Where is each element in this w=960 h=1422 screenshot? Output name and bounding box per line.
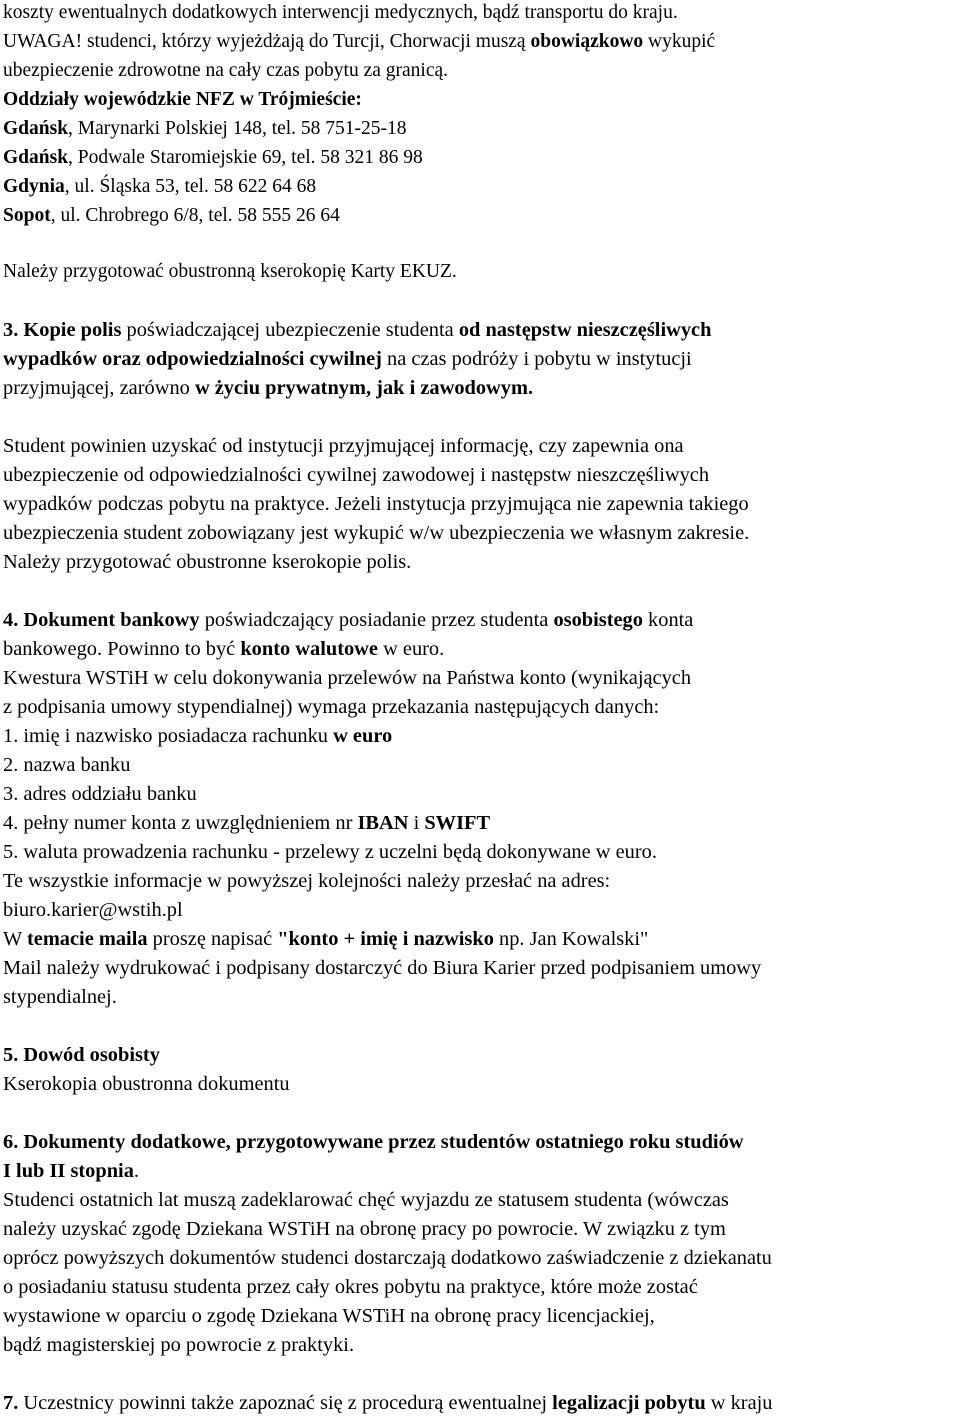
section5-text: Kserokopia obustronna dokumentu [3, 1073, 290, 1095]
section4-text-6a: W [3, 928, 27, 950]
section3-para-line-1: Student powinien uzyskać od instytucji przyjmującej informację, czy zapewnia ona [3, 435, 684, 457]
section3-para-line-4: ubezpieczenia student zobowiązany jest wykupić w/w ubezpieczenia we własnym zakresie. [3, 522, 750, 544]
section4-line-5: Te wszystkie informacje w powyższej kolejności należy przesłać na adres: [3, 870, 611, 892]
section4-text-2c: w euro. [377, 638, 445, 660]
intro-text-1: koszty ewentualnych dodatkowych interwencji medycznych, bądź transportu do kraju. [3, 2, 678, 23]
section3-para-line-5: Należy przygotować obustronne kserokopie polis. [3, 551, 412, 573]
section3-text-2a-bold: wypadków oraz odpowiedzialności cywilnej [3, 348, 382, 370]
nfz-heading: Oddziały wojewódzkie NFZ w Trójmieście: [3, 89, 362, 110]
section7-text-1c-bold: legalizacji pobytu [552, 1392, 706, 1414]
section4-line-1 [3, 610, 693, 630]
section5-heading: 5. Dowód osobisty [3, 1044, 160, 1066]
section4-item-4-and: i [408, 812, 425, 834]
section3-line-2 [3, 349, 692, 369]
section4-item-3: 3. adres oddziału banku [3, 783, 197, 805]
section3-text-1b: poświadczającej ubezpieczenie studenta [121, 319, 459, 341]
section4-text-6b-bold: temacie maila [26, 928, 148, 950]
section4-line-3: Kwestura WSTiH w celu dokonywania przelewów na Państwa konto (wynikających [3, 667, 692, 689]
nfz-office-2-details: , Podwale Staromiejskie 69, tel. 58 321 86 98 [68, 147, 423, 168]
section4-text-1c-bold: osobistego [553, 609, 643, 631]
section6-heading-2-period: . [133, 1160, 140, 1182]
nfz-office-1 [3, 119, 407, 139]
section6-heading-2-bold: I lub II stopnia [3, 1160, 134, 1182]
section7-line-1 [3, 1393, 773, 1413]
section4-text-6c: proszę napisać [147, 928, 278, 950]
section4-text-2b-bold: konto walutowe [240, 638, 378, 660]
section4-item-2: 2. nazwa banku [3, 754, 131, 776]
nfz-office-3 [3, 177, 316, 197]
intro-text-3: ubezpieczenie zdrowotne na cały czas pobytu za granicą. [3, 60, 449, 81]
section6-heading-line-2 [3, 1161, 139, 1181]
section3-text-3a: przyjmującej, zarówno [3, 377, 195, 399]
section7-number: 7. [3, 1392, 19, 1414]
section4-text-6d-bold: "konto + imię i nazwisko [277, 928, 494, 950]
section6-text-line-2: należy uzyskać zgodę Dziekana WSTiH na obronę pracy po powrocie. W związku z tym [3, 1218, 726, 1240]
section4-item-4-text: 4. pełny numer konta z uwzględnieniem nr [3, 812, 358, 834]
nfz-office-4-city: Sopot [3, 205, 51, 226]
section6-text-line-4: o posiadaniu statusu studenta przez cały okres pobytu na praktyce, które może zostać [3, 1276, 698, 1298]
section4-text-2a: bankowego. Powinno to być [3, 638, 241, 660]
section6-text-line-6: bądź magisterskiej po powrocie z praktyki. [3, 1334, 355, 1356]
section4-line-6 [3, 929, 648, 949]
section3-para-line-2: ubezpieczenie od odpowiedzialności cywilnej zawodowej i następstw nieszczęśliwych [3, 464, 710, 486]
section4-item-4-swift: SWIFT [424, 812, 491, 834]
section7-text-1d: w kraju [705, 1392, 773, 1414]
section4-text-1d: konta [642, 609, 694, 631]
section4-text-1b: poświadczający posiadanie przez studenta [199, 609, 554, 631]
section6-text-line-5: wystawione w oparciu o zgodę Dziekana WSTiH na obronę pracy licencjackiej, [3, 1305, 655, 1327]
nfz-office-4 [3, 206, 340, 226]
section4-item-4 [3, 813, 490, 833]
section3-line-3 [3, 378, 533, 398]
nfz-office-4-details: , ul. Chrobrego 6/8, tel. 58 555 26 64 [50, 205, 340, 226]
section4-line-2 [3, 639, 444, 659]
nfz-office-1-city: Gdańsk [3, 118, 69, 139]
section4-heading: 4. Dokument bankowy [3, 609, 200, 631]
section4-item-1-bold: w euro [333, 725, 393, 747]
section4-line-8: stypendialnej. [3, 986, 117, 1008]
contact-email-link[interactable]: biuro.karier@wstih.pl [3, 899, 183, 921]
section4-item-1 [3, 726, 392, 746]
section4-text-6e: np. Jan Kowalski" [493, 928, 649, 950]
intro-text-2c: wykupić [643, 31, 716, 52]
section3-text-1c-bold: od następstw nieszczęśliwych [458, 319, 712, 341]
section4-line-4: z podpisania umowy stypendialnej) wymaga przekazania następujących danych: [3, 696, 660, 718]
section6-text-line-3: oprócz powyższych dokumentów studenci dostarczają dodatkowo zaświadczenie z dziekanatu [3, 1247, 772, 1269]
section3-text-2b: na czas podróży i pobytu w instytucji [381, 348, 692, 370]
nfz-office-3-city: Gdynia [3, 176, 65, 197]
section3-heading: 3. Kopie polis [3, 319, 122, 341]
intro-text-2a: UWAGA! studenci, którzy wyjeżdżają do Turcji, Chorwacji muszą [3, 31, 531, 52]
section3-line-1 [3, 320, 711, 340]
section4-item-1-text: 1. imię i nazwisko posiadacza rachunku [3, 725, 334, 747]
section4-item-4-iban: IBAN [357, 812, 409, 834]
intro-text-2b-bold: obowiązkowo [530, 31, 644, 52]
section6-text-line-1: Studenci ostatnich lat muszą zadeklarować chęć wyjazdu ze statusem studenta (wówczas [3, 1189, 729, 1211]
nfz-ekuz-note: Należy przygotować obustronną kserokopię Karty EKUZ. [3, 261, 457, 282]
section3-text-3b-bold: w życiu prywatnym, jak i zawodowym. [194, 377, 534, 399]
nfz-office-2 [3, 148, 423, 168]
nfz-office-1-details: , Marynarki Polskiej 148, tel. 58 751-25-18 [68, 118, 407, 139]
section4-line-7: Mail należy wydrukować i podpisany dostarczyć do Biura Karier przed podpisaniem umowy [3, 957, 762, 979]
section7-text-1b: Uczestnicy powinni także zapoznać się z procedurą ewentualnej [18, 1392, 553, 1414]
intro-line-3 [3, 61, 448, 81]
section3-para-line-3: wypadków podczas pobytu na praktyce. Jeżeli instytucja przyjmująca nie zapewnia takiego [3, 493, 749, 515]
nfz-office-2-city: Gdańsk [3, 147, 69, 168]
intro-line-2 [3, 32, 715, 52]
nfz-office-3-details: , ul. Śląska 53, tel. 58 622 64 68 [64, 176, 317, 197]
section4-item-5: 5. waluta prowadzenia rachunku - przelewy z uczelni będą dokonywane w euro. [3, 841, 657, 863]
intro-line-1 [3, 3, 678, 23]
section6-heading-line-1: 6. Dokumenty dodatkowe, przygotowywane przez studentów ostatniego roku studiów [3, 1131, 744, 1153]
